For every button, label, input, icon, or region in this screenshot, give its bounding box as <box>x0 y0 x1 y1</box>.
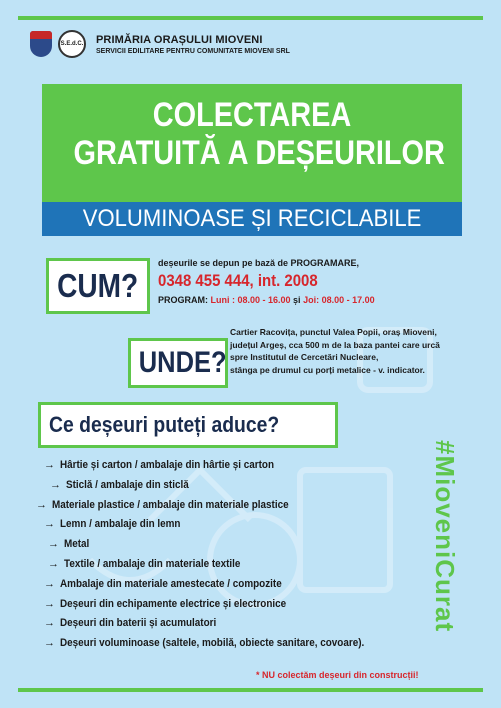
address-line: Cartier Racovița, punctul Valea Popii, oraș Mioveni, <box>230 327 437 337</box>
program-luni: Luni : 08.00 - 16.00 <box>210 295 291 305</box>
footnote: * NU colectăm deșeuri din construcții! <box>256 670 419 680</box>
cum-label-box <box>46 258 150 314</box>
address-line: stânga pe drumul cu porți metalice - v. indicator. <box>230 364 425 375</box>
list-item: → Metal <box>44 535 398 555</box>
unde-label: UNDE? <box>138 346 227 379</box>
list-item: → Deșeuri din baterii și acumulatori <box>44 614 398 634</box>
arrow-right-icon: → <box>44 577 55 590</box>
unde-address <box>230 326 440 376</box>
hashtag: #MioveniCurat <box>430 440 460 633</box>
top-border <box>18 16 483 20</box>
arrow-right-icon: → <box>44 459 55 471</box>
headline-box <box>42 84 462 202</box>
phone-number: 0348 455 444, int. 2008 <box>158 271 318 290</box>
list-item: → Deșeuri din echipamente electrice și electronice <box>44 595 398 615</box>
headline-line2: GRATUITĂ A DEȘEURILOR <box>73 134 445 172</box>
arrow-right-icon: → <box>44 597 55 610</box>
arrow-right-icon: → <box>44 518 55 531</box>
header-title: PRIMĂRIA ORAȘULUI MIOVENI <box>96 33 263 46</box>
header-subtitle: SERVICII EDILITARE PENTRU COMUNITATE MIOVENI SRL <box>96 47 290 55</box>
list-item: → Deșeuri voluminoase (saltele, mobilă, obiecte sanitare, covoare). <box>44 634 398 654</box>
arrow-right-icon: → <box>44 617 55 630</box>
cum-label: CUM? <box>57 267 139 304</box>
arrow-right-icon: → <box>44 637 55 650</box>
arrow-right-icon: → <box>36 498 47 511</box>
program-label: PROGRAM: <box>158 295 211 305</box>
headline-line1: COLECTAREA <box>152 96 352 134</box>
program-si: și <box>290 295 304 305</box>
list-item: → Sticlă / ambalaje din sticlă <box>44 476 398 496</box>
bottom-border <box>18 688 483 692</box>
unde-label-box <box>128 338 228 388</box>
headline-strip <box>42 202 462 236</box>
address-line: spre Institutul de Cercetări Nucleare, <box>230 352 379 362</box>
headline-strip-text: VOLUMINOASE ȘI RECICLABILE <box>82 205 422 232</box>
waste-list <box>36 456 398 654</box>
header <box>30 30 290 58</box>
question-text: Ce deșeuri puteți aduce? <box>49 412 280 437</box>
list-item: → Materiale plastice / ambalaje din materiale plastice <box>36 496 398 516</box>
list-item: → Hârtie și carton / ambalaje din hârtie și carton <box>44 456 398 476</box>
list-item: → Lemn / ambalaje din lemn <box>44 515 398 535</box>
arrow-right-icon: → <box>48 557 59 570</box>
company-logo: S.E.d.C. <box>58 30 86 58</box>
question-box <box>38 402 338 448</box>
cum-intro: deșeurile se depun pe bază de PROGRAMARE, <box>158 258 360 268</box>
list-item: → Textile / ambalaje din materiale textile <box>44 555 398 575</box>
list-item: → Ambalaje din materiale amestecate / compozite <box>44 575 398 595</box>
arrow-right-icon: → <box>48 538 59 551</box>
arrow-right-icon: → <box>50 478 61 491</box>
coat-of-arms-icon <box>30 31 52 57</box>
cum-info <box>158 258 375 305</box>
address-line: județul Argeș, cca 500 m de la baza pantei care urcă <box>230 339 440 350</box>
program-hours <box>158 295 375 305</box>
program-joi: Joi: 08.00 - 17.00 <box>303 295 375 305</box>
